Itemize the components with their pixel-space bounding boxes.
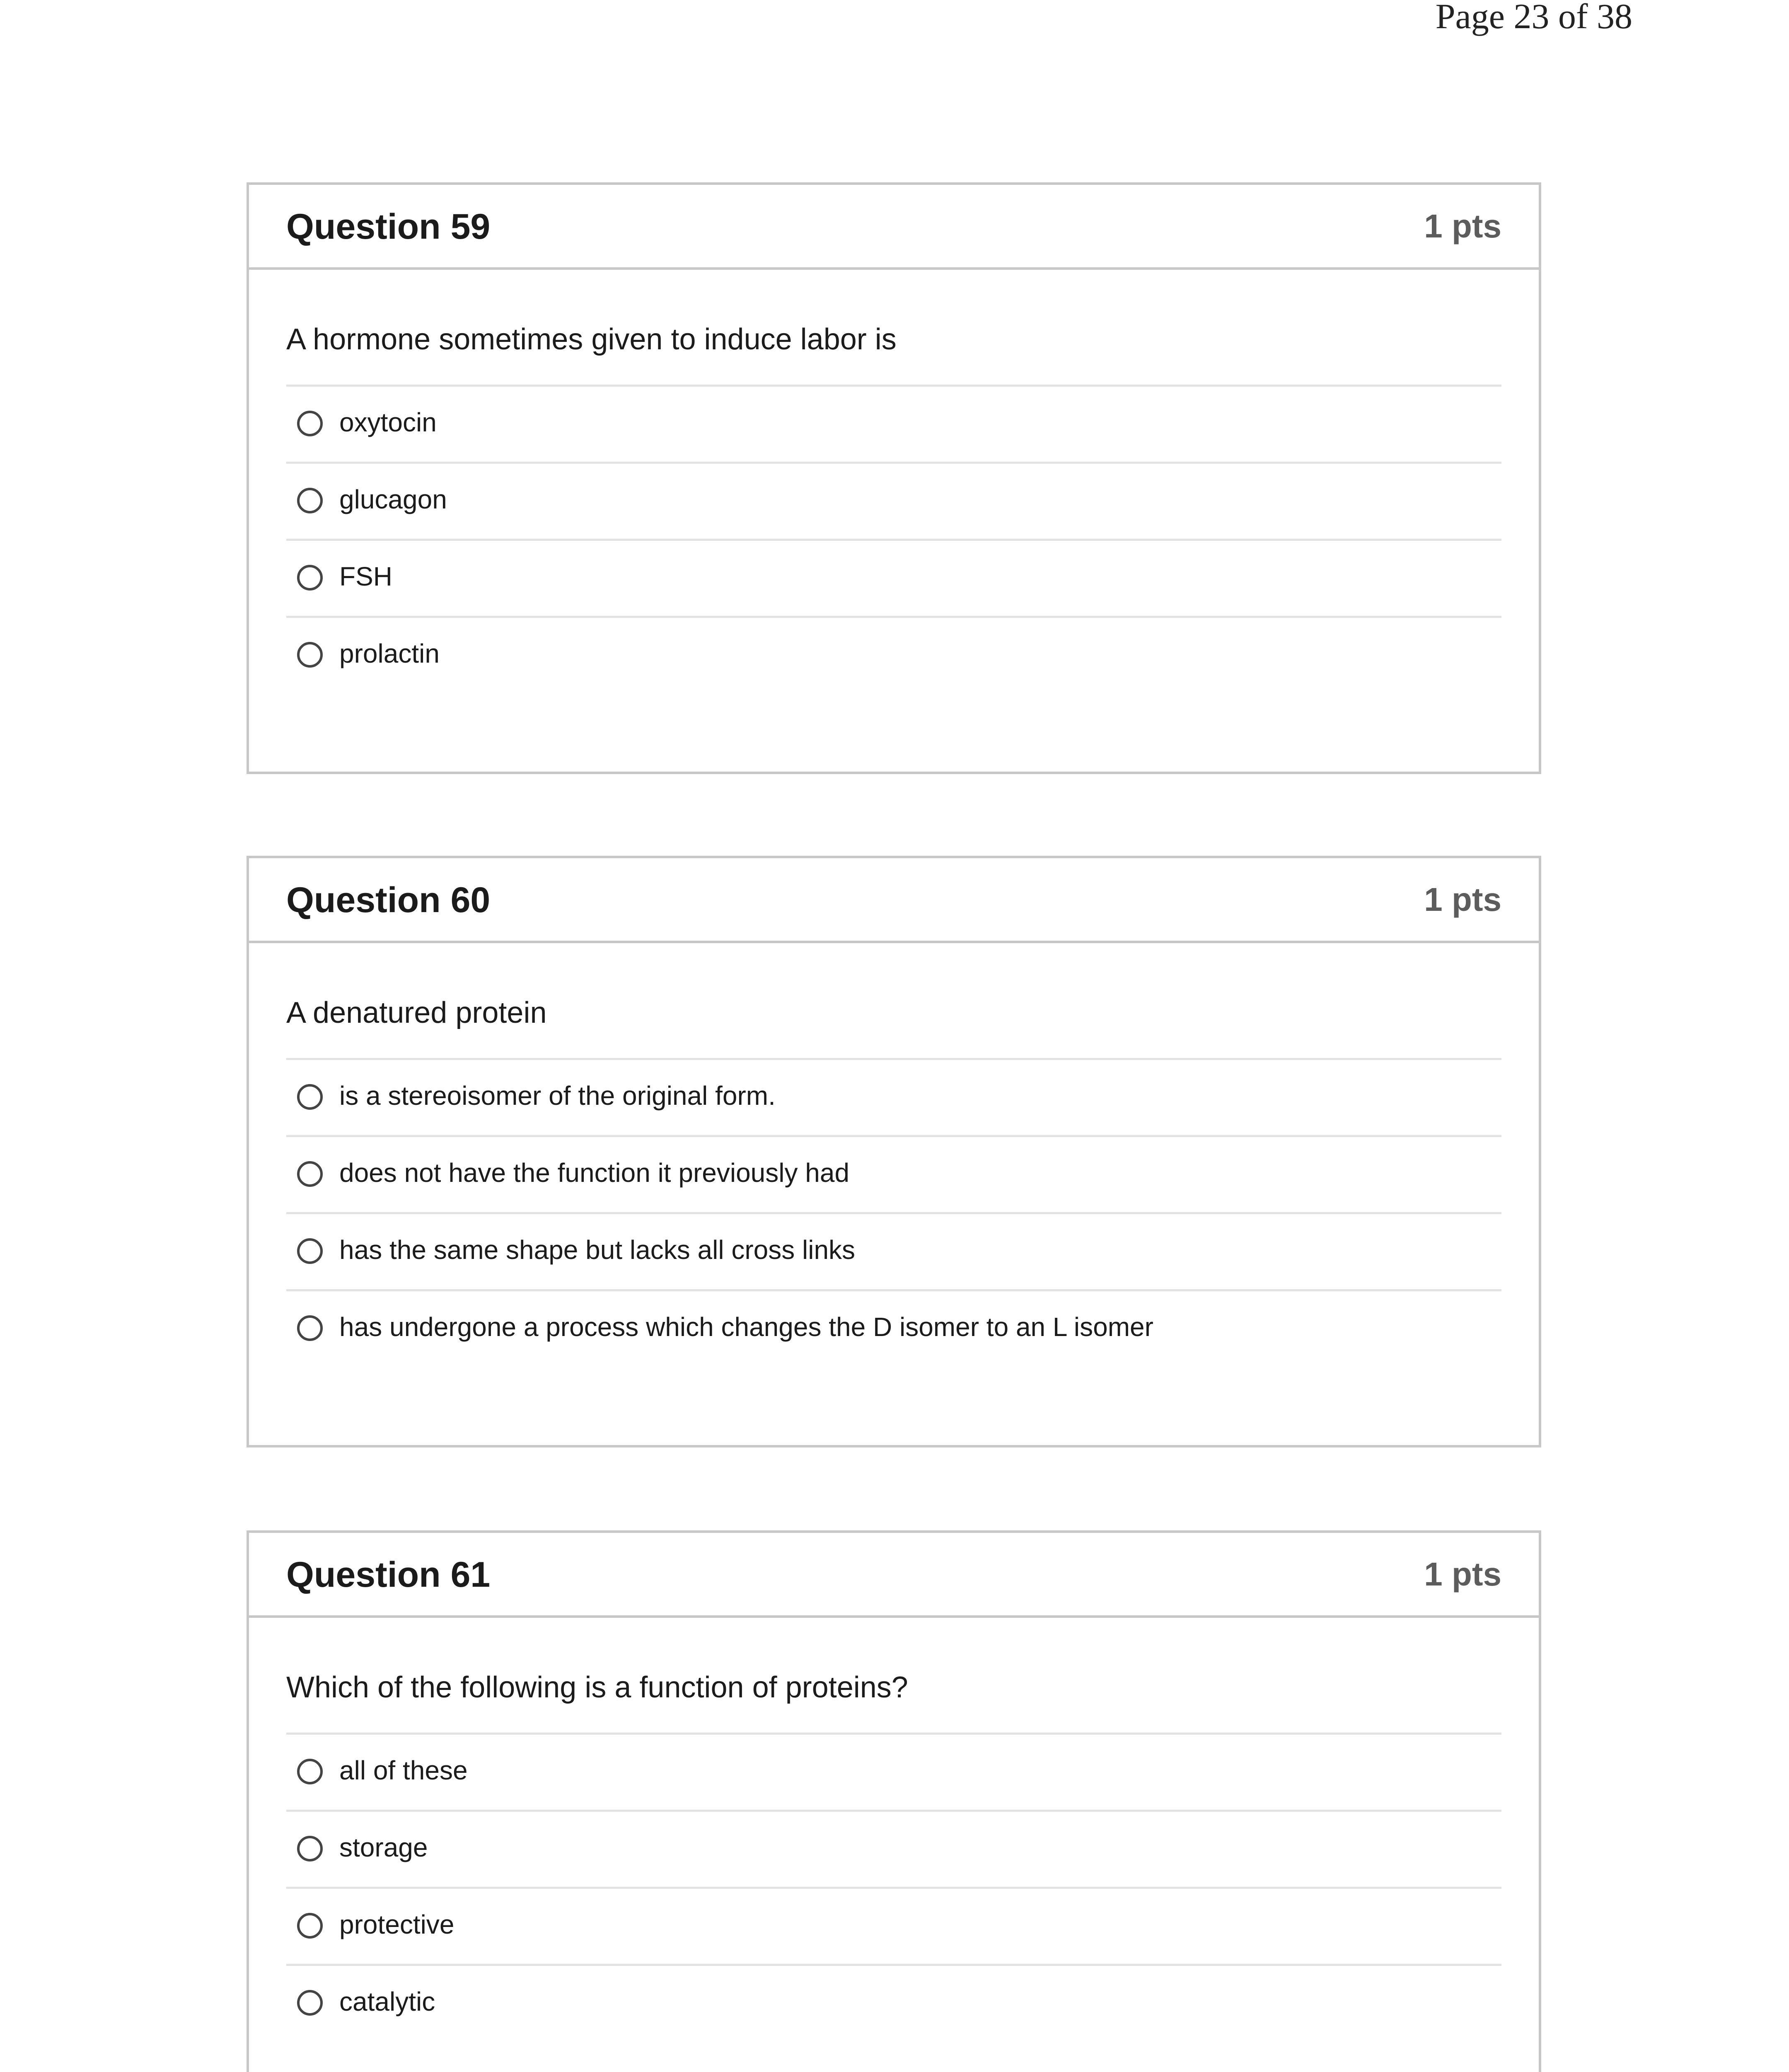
radio-button-icon[interactable]	[297, 642, 323, 668]
radio-button-icon[interactable]	[297, 1161, 323, 1187]
answer-list	[286, 1733, 1501, 2043]
question-header	[249, 1533, 1539, 1618]
radio-button-icon[interactable]	[297, 1238, 323, 1264]
question-card-61	[247, 1530, 1541, 2072]
answer-label: FSH	[339, 562, 392, 591]
radio-button-icon[interactable]	[297, 1990, 323, 2016]
answer-label: has the same shape but lacks all cross links	[339, 1235, 856, 1265]
answer-option[interactable]	[286, 1291, 1501, 1368]
question-text: A hormone sometimes given to induce labor is	[286, 323, 897, 356]
answer-option[interactable]	[286, 618, 1501, 695]
answer-option[interactable]	[286, 464, 1501, 541]
question-title: Question 59	[286, 207, 491, 247]
answer-label: has undergone a process which changes the D isomer to an L isomer	[339, 1312, 1153, 1342]
question-header	[249, 858, 1539, 943]
answer-label: glucagon	[339, 484, 447, 514]
radio-button-icon[interactable]	[297, 1759, 323, 1784]
question-title: Question 61	[286, 1555, 491, 1595]
answer-option[interactable]	[286, 1060, 1501, 1137]
answer-label: catalytic	[339, 1987, 435, 2016]
page-number: Page 23 of 38	[1435, 0, 1632, 36]
answer-option[interactable]	[286, 1735, 1501, 1812]
radio-button-icon[interactable]	[297, 411, 323, 436]
question-text: A denatured protein	[286, 996, 547, 1029]
question-text: Which of the following is a function of proteins?	[286, 1671, 908, 1704]
answer-label: is a stereoisomer of the original form.	[339, 1081, 776, 1111]
radio-button-icon[interactable]	[297, 1836, 323, 1861]
question-points: 1 pts	[1424, 881, 1501, 918]
radio-button-icon[interactable]	[297, 1084, 323, 1110]
answer-label: protective	[339, 1910, 455, 1939]
answer-list	[286, 1058, 1501, 1368]
question-header	[249, 185, 1539, 270]
radio-button-icon[interactable]	[297, 565, 323, 591]
answer-option[interactable]	[286, 387, 1501, 464]
question-card-60	[247, 856, 1541, 1447]
answer-label: all of these	[339, 1755, 468, 1785]
radio-button-icon[interactable]	[297, 1315, 323, 1341]
answer-option[interactable]	[286, 541, 1501, 618]
question-title: Question 60	[286, 880, 491, 920]
answer-option[interactable]	[286, 1889, 1501, 1966]
answer-option[interactable]	[286, 1812, 1501, 1889]
answer-option[interactable]	[286, 1214, 1501, 1291]
radio-button-icon[interactable]	[297, 1913, 323, 1939]
question-points: 1 pts	[1424, 208, 1501, 244]
answer-label: oxytocin	[339, 407, 437, 437]
answer-label: storage	[339, 1832, 428, 1862]
answer-list	[286, 385, 1501, 695]
answer-option[interactable]	[286, 1966, 1501, 2043]
answer-label: does not have the function it previously had	[339, 1158, 850, 1188]
answer-label: prolactin	[339, 639, 440, 668]
question-points: 1 pts	[1424, 1556, 1501, 1593]
answer-option[interactable]	[286, 1137, 1501, 1214]
radio-button-icon[interactable]	[297, 488, 323, 513]
question-card-59	[247, 182, 1541, 774]
